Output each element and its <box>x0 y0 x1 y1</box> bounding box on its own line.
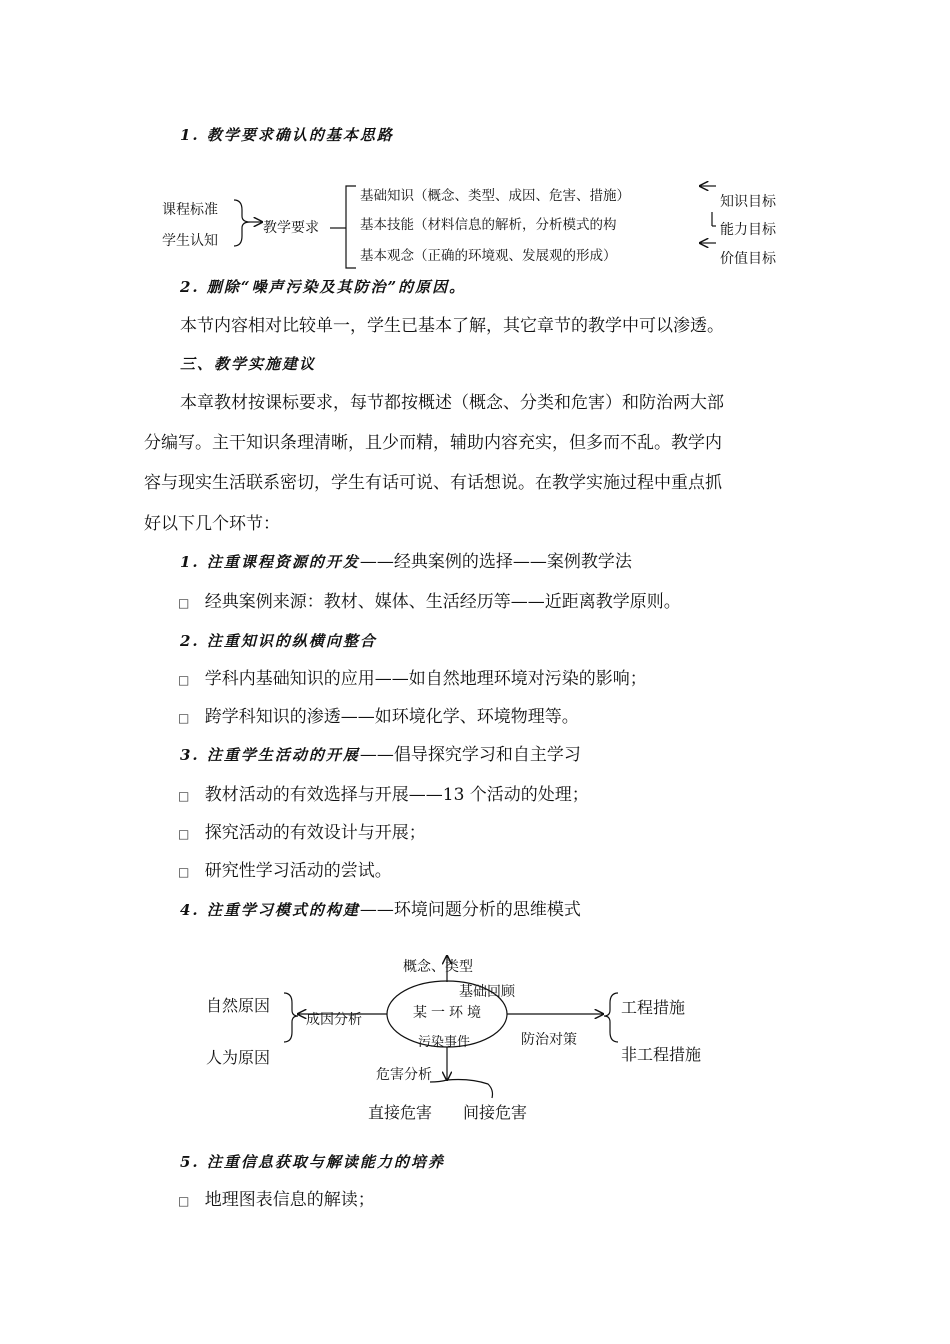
bullet-box-icon: □ <box>178 596 190 610</box>
mindmap-top: 概念、类型 <box>403 959 473 975</box>
point-5-title: 5. 注重信息获取与解读能力的培养 <box>180 1153 445 1171</box>
point-4 <box>180 902 581 919</box>
diagram-goal-value: 价值目标 <box>720 251 776 267</box>
mindmap-left-label: 成因分析 <box>306 1012 362 1028</box>
point-2-title: 2. 注重知识的纵横向整合 <box>180 632 377 650</box>
diagram-goal-ability: 能力目标 <box>720 222 776 238</box>
mindmap-right-label: 防治对策 <box>521 1032 577 1048</box>
section2-heading: 2. 删除“噪声污染及其防治”的原因。 <box>180 278 467 296</box>
point-1-title: 1. 注重课程资源的开发 <box>180 553 360 571</box>
mindmap-left-brace <box>284 993 298 1042</box>
list-item <box>178 709 579 726</box>
diagram-item-knowledge: 基础知识（概念、类型、成因、危害、措施） <box>360 188 630 204</box>
section3-para-line-2: 分编写。主干知识条理清晰，且少而精，辅助内容充实，但多而不乱。教学内 <box>144 433 722 453</box>
left-brace <box>234 200 250 246</box>
diagram-goal-knowledge: 知识目标 <box>720 194 776 210</box>
mindmap-bottom-fork-left <box>430 1080 447 1082</box>
diagram-middle: 教学要求 <box>263 220 319 236</box>
point-3 <box>180 747 581 764</box>
diagram-left-top: 课程标准 <box>162 202 218 218</box>
mindmap-right-brace <box>604 993 618 1042</box>
bullet-text: 地理图表信息的解读； <box>204 1190 375 1210</box>
bullet-text: 研究性学习活动的尝试。 <box>204 861 392 881</box>
list-item <box>178 671 647 688</box>
mindmap-right-item-nonengineering: 非工程措施 <box>621 1045 702 1064</box>
section2-text: 本节内容相对比较单一，学生已基本了解，其它章节的教学中可以渗透。 <box>180 316 724 336</box>
diagram-item-skills: 基本技能（材料信息的解析，分析模式的构 <box>360 217 617 233</box>
point-4-suffix: ——环境问题分析的思维模式 <box>359 900 581 920</box>
diagram-left-bottom: 学生认知 <box>162 233 218 249</box>
mindmap-left-item-human: 人为原因 <box>206 1048 271 1067</box>
list-item <box>178 594 681 611</box>
section1-heading: 1. 教学要求确认的基本思路 <box>180 126 394 144</box>
bullet-box-icon: □ <box>178 711 190 725</box>
bullet-text: 探究活动的有效设计与开展； <box>204 823 426 843</box>
mindmap-bottom-item-direct: 直接危害 <box>368 1103 433 1122</box>
diagram-item-values: 基本观念（正确的环境观、发展观的形成） <box>360 248 617 264</box>
mindmap-left-item-natural: 自然原因 <box>206 996 271 1015</box>
list-item <box>178 1192 375 1209</box>
items-bracket <box>346 186 356 268</box>
list-item <box>178 787 589 804</box>
mindmap-right-item-engineering: 工程措施 <box>621 998 686 1017</box>
mindmap-top-sub: 基础回顾 <box>459 984 515 1000</box>
mindmap-center: 某一环境 <box>413 1005 485 1021</box>
mindmap-bottom-item-indirect: 间接危害 <box>463 1103 528 1122</box>
bullet-box-icon: □ <box>178 865 190 879</box>
bullet-text: 经典案例来源：教材、媒体、生活经历等——近距离教学原则。 <box>204 592 681 612</box>
list-item <box>178 825 426 842</box>
section3-para-line-4: 好以下几个环节： <box>144 514 280 534</box>
mindmap-bottom-fork-right <box>447 1080 493 1099</box>
section3-para-line-3: 容与现实生活联系密切，学生有话可说、有话想说。在教学实施过程中重点抓 <box>144 473 722 493</box>
bullet-text: 教材活动的有效选择与开展——13 个活动的处理； <box>204 785 589 805</box>
mindmap-bottom-label: 危害分析 <box>376 1067 432 1083</box>
section3-para-line-1: 本章教材按课标要求，每节都按概述（概念、分类和危害）和防治两大部 <box>180 393 724 413</box>
bullet-text: 跨学科知识的渗透——如环境化学、环境物理等。 <box>204 707 579 727</box>
point-3-suffix: ——倡导探究学习和自主学习 <box>359 745 581 765</box>
bullet-box-icon: □ <box>178 789 190 803</box>
bullet-text: 学科内基础知识的应用——如自然地理环境对污染的影响； <box>204 669 647 689</box>
bullet-box-icon: □ <box>178 1194 190 1208</box>
point-4-title: 4. 注重学习模式的构建 <box>180 901 360 919</box>
section3-heading: 三、教学实施建议 <box>180 355 317 373</box>
point-3-title: 3. 注重学生活动的开展 <box>180 746 360 764</box>
list-item <box>178 863 392 880</box>
bullet-box-icon: □ <box>178 827 190 841</box>
mindmap-center-sub: 污染事件 <box>418 1035 471 1050</box>
point-1-suffix: ——经典案例的选择——案例教学法 <box>359 552 632 572</box>
bullet-box-icon: □ <box>178 673 190 687</box>
point-1 <box>180 554 632 571</box>
